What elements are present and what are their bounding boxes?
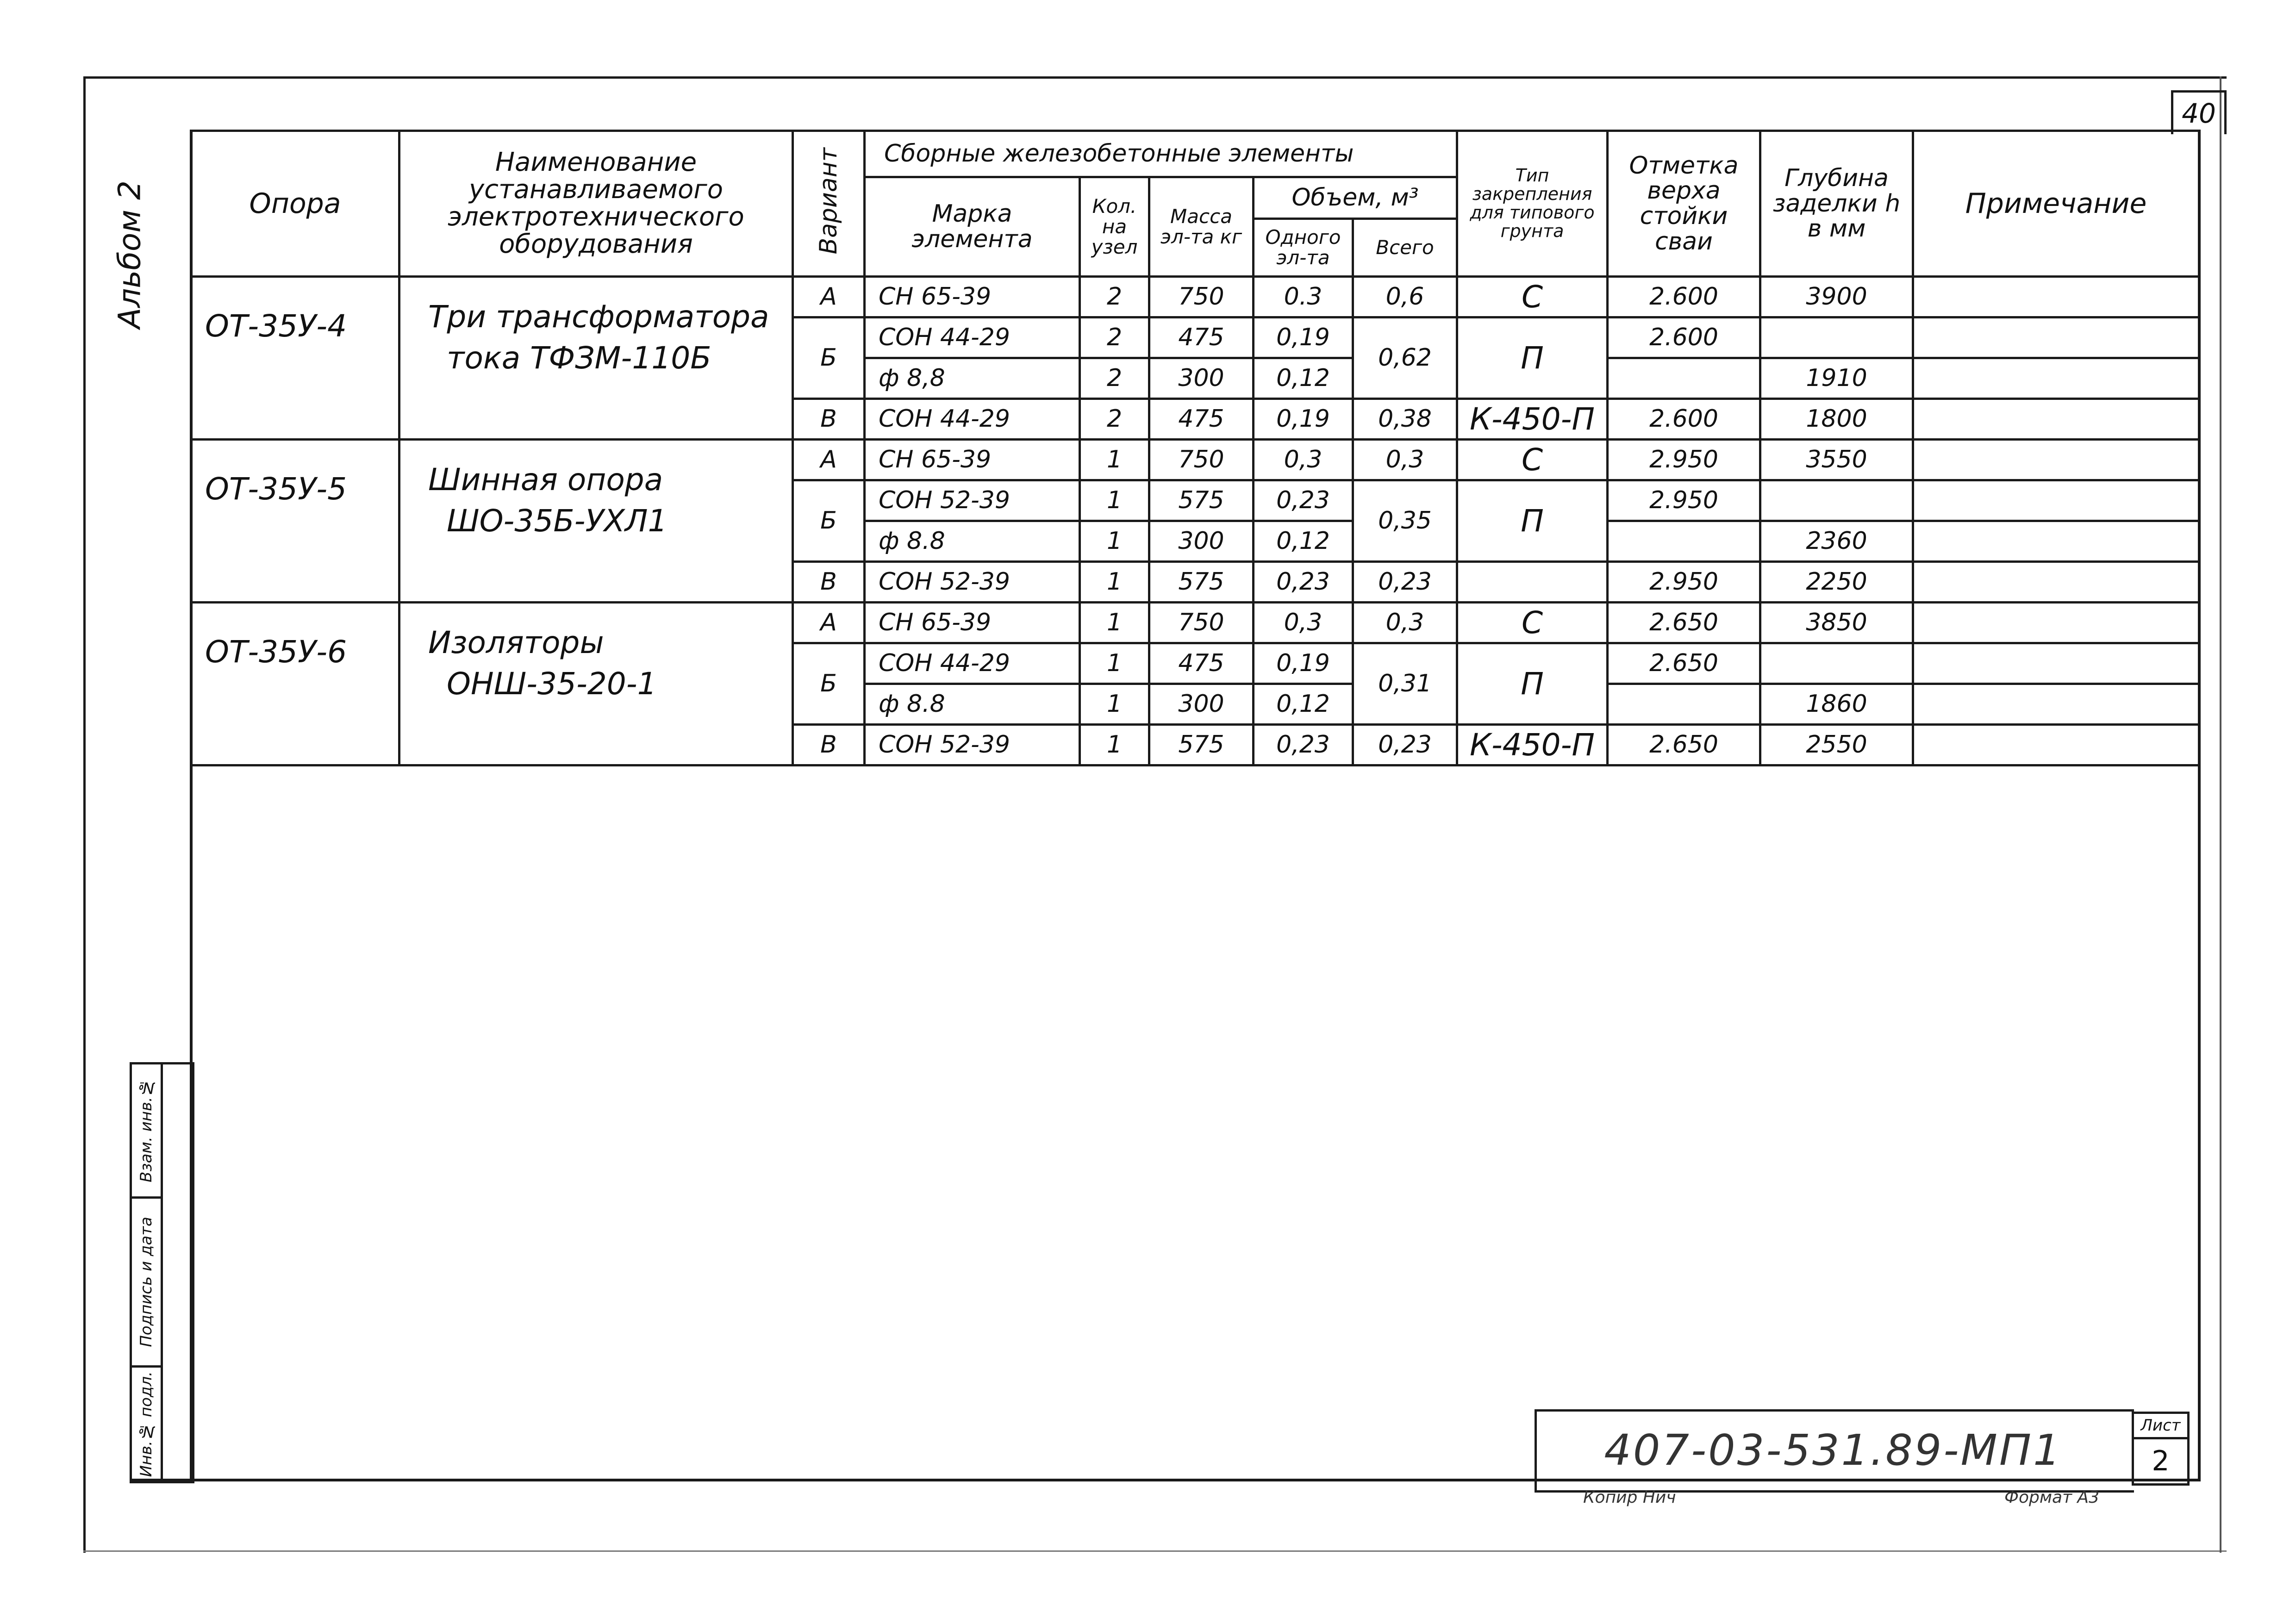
cell-primech: [1913, 358, 2199, 399]
cell-primech: [1913, 399, 2199, 440]
cell-glubina: 1910: [1760, 358, 1913, 399]
cell-odnogo: 0,23: [1254, 480, 1353, 521]
cell-marka: СН 65-39: [865, 277, 1080, 317]
frame-top: [83, 76, 2227, 79]
cell-primech: [1913, 725, 2199, 765]
cell-primech: [1913, 603, 2199, 643]
cell-odnogo: 0,19: [1254, 643, 1353, 684]
cell-odnogo: 0,3: [1254, 440, 1353, 480]
sheet-label: Лист: [2134, 1414, 2187, 1439]
album-label: Альбом 2: [112, 180, 148, 329]
cell-primech: [1913, 480, 2199, 521]
stamp-vzam: Взам. инв.№: [137, 1078, 156, 1182]
cell-glubina: 1800: [1760, 399, 1913, 440]
cell-variant: В: [793, 399, 865, 440]
cell-tip: П: [1457, 643, 1608, 725]
cell-massa: 750: [1149, 440, 1254, 480]
cell-variant: Б: [793, 317, 865, 399]
cell-otmetka: 2.600: [1608, 317, 1760, 358]
cell-glubina: 2550: [1760, 725, 1913, 765]
cell-kol: 1: [1080, 480, 1149, 521]
cell-otmetka: [1608, 684, 1760, 725]
col-odnogo: Одного эл-та: [1254, 219, 1353, 277]
equipment-line: Изоляторы: [428, 625, 604, 660]
cell-vsego: 0,38: [1353, 399, 1457, 440]
frame-bottom: [83, 1550, 2227, 1552]
cell-odnogo: 0.3: [1254, 277, 1353, 317]
cell-otmetka: 2.950: [1608, 440, 1760, 480]
cell-kol: 2: [1080, 399, 1149, 440]
cell-primech: [1913, 277, 2199, 317]
cell-tip: С: [1457, 603, 1608, 643]
cell-otmetka: 2.600: [1608, 399, 1760, 440]
cell-variant: В: [793, 562, 865, 603]
cell-glubina: 2250: [1760, 562, 1913, 603]
cell-marka: ф 8.8: [865, 684, 1080, 725]
cell-opora: ОТ-35У-4: [191, 277, 399, 440]
equipment-line: ОНШ-35-20-1: [447, 666, 657, 702]
cell-tip: П: [1457, 480, 1608, 562]
cell-vsego: 0,31: [1353, 643, 1457, 725]
cell-opora: ОТ-35У-5: [191, 440, 399, 603]
cell-vsego: 0,23: [1353, 725, 1457, 765]
cell-odnogo: 0,23: [1254, 725, 1353, 765]
cell-opora: ОТ-35У-6: [191, 603, 399, 765]
cell-odnogo: 0,12: [1254, 684, 1353, 725]
cell-massa: 300: [1149, 684, 1254, 725]
cell-marka: СОН 44-29: [865, 399, 1080, 440]
cell-otmetka: 2.650: [1608, 603, 1760, 643]
cell-vsego: 0,35: [1353, 480, 1457, 562]
col-primech: Примечание: [1913, 131, 2199, 277]
cell-glubina: 2360: [1760, 521, 1913, 562]
cell-odnogo: 0,19: [1254, 317, 1353, 358]
col-massa: Масса эл-та кг: [1149, 177, 1254, 277]
cell-glubina: [1760, 643, 1913, 684]
cell-marka: СН 65-39: [865, 603, 1080, 643]
cell-equipment: [399, 277, 793, 440]
cell-marka: СОН 52-39: [865, 725, 1080, 765]
cell-kol: 1: [1080, 725, 1149, 765]
cell-equipment: [399, 440, 793, 603]
col-marka: Марка элемента: [865, 177, 1080, 277]
cell-vsego: 0,3: [1353, 603, 1457, 643]
cell-otmetka: [1608, 358, 1760, 399]
cell-primech: [1913, 684, 2199, 725]
side-stamp: [130, 1062, 194, 1483]
cell-kol: 1: [1080, 643, 1149, 684]
cell-glubina: 3850: [1760, 603, 1913, 643]
col-glubina: Глубина заделки h в мм: [1760, 131, 1913, 277]
cell-otmetka: 2.650: [1608, 643, 1760, 684]
equipment-line: ШО-35Б-УХЛ1: [447, 503, 668, 539]
sheet-box: [2132, 1412, 2190, 1486]
table-row: [191, 440, 2199, 480]
cell-kol: 2: [1080, 358, 1149, 399]
col-naim: Наименование устанавливаемого электротехнического оборудования: [399, 131, 793, 277]
cell-kol: 2: [1080, 317, 1149, 358]
cell-kol: 1: [1080, 603, 1149, 643]
equipment-line: Шинная опора: [428, 462, 663, 498]
cell-glubina: 3900: [1760, 277, 1913, 317]
format-note: Формат А3: [2004, 1488, 2100, 1507]
equipment-line: тока ТФЗМ-110Б: [447, 340, 711, 376]
empty-area: [191, 765, 2199, 766]
cell-massa: 575: [1149, 480, 1254, 521]
cell-tip: С: [1457, 277, 1608, 317]
cell-primech: [1913, 562, 2199, 603]
col-opora: Опора: [191, 131, 399, 277]
cell-variant: А: [793, 603, 865, 643]
cell-odnogo: 0,19: [1254, 399, 1353, 440]
cell-tip: С: [1457, 440, 1608, 480]
table-row: [191, 603, 2199, 643]
cell-massa: 750: [1149, 603, 1254, 643]
cell-marka: СОН 44-29: [865, 643, 1080, 684]
cell-kol: 1: [1080, 684, 1149, 725]
stamp-inv-podl: Инв.№ подл.: [137, 1371, 156, 1477]
cell-tip: К-450-П: [1457, 725, 1608, 765]
cell-odnogo: 0,12: [1254, 521, 1353, 562]
cell-glubina: 3550: [1760, 440, 1913, 480]
cell-otmetka: [1608, 521, 1760, 562]
cell-massa: 300: [1149, 521, 1254, 562]
cell-massa: 475: [1149, 317, 1254, 358]
col-obem: Объем, м³: [1254, 177, 1457, 219]
cell-vsego: 0,23: [1353, 562, 1457, 603]
cell-equipment: [399, 603, 793, 765]
cell-massa: 575: [1149, 725, 1254, 765]
cell-glubina: [1760, 317, 1913, 358]
cell-massa: 575: [1149, 562, 1254, 603]
table-row: [191, 277, 2199, 317]
cell-odnogo: 0,3: [1254, 603, 1353, 643]
cell-marka: ф 8,8: [865, 358, 1080, 399]
cell-vsego: 0,3: [1353, 440, 1457, 480]
cell-primech: [1913, 643, 2199, 684]
sheet-corner-number: 40: [2171, 90, 2227, 134]
frame-left: [83, 76, 86, 1553]
cell-tip: П: [1457, 317, 1608, 399]
cell-otmetka: 2.650: [1608, 725, 1760, 765]
cell-odnogo: 0,12: [1254, 358, 1353, 399]
cell-vsego: 0,62: [1353, 317, 1457, 399]
sheet-number: 2: [2152, 1445, 2170, 1477]
cell-massa: 475: [1149, 643, 1254, 684]
cell-primech: [1913, 317, 2199, 358]
frame-right-edge: [2220, 76, 2221, 1553]
cell-tip: [1457, 562, 1608, 603]
col-tip: Тип закрепления для типового грунта: [1457, 131, 1608, 277]
cell-tip: К-450-П: [1457, 399, 1608, 440]
cell-massa: 475: [1149, 399, 1254, 440]
cell-kol: 1: [1080, 440, 1149, 480]
col-vsego: Всего: [1353, 219, 1457, 277]
cell-massa: 750: [1149, 277, 1254, 317]
cell-variant: А: [793, 440, 865, 480]
cell-variant: Б: [793, 643, 865, 725]
cell-odnogo: 0,23: [1254, 562, 1353, 603]
cell-otmetka: 2.950: [1608, 480, 1760, 521]
cell-variant: Б: [793, 480, 865, 562]
cell-marka: СОН 44-29: [865, 317, 1080, 358]
cell-glubina: [1760, 480, 1913, 521]
cell-variant: В: [793, 725, 865, 765]
col-otmetka: Отметка верха стойки сваи: [1608, 131, 1760, 277]
table-body: [191, 277, 2199, 766]
col-group: Сборные железобетонные элементы: [865, 131, 1457, 177]
cell-primech: [1913, 440, 2199, 480]
document-code: 407-03-531.89-МП1: [1604, 1425, 2062, 1475]
cell-otmetka: 2.950: [1608, 562, 1760, 603]
copied-note: Копир Нич: [1583, 1488, 1676, 1507]
cell-kol: 1: [1080, 562, 1149, 603]
col-kol: Кол. на узел: [1080, 177, 1149, 277]
cell-marka: СОН 52-39: [865, 480, 1080, 521]
col-variant: Вариант: [793, 131, 865, 277]
cell-kol: 2: [1080, 277, 1149, 317]
cell-marka: СН 65-39: [865, 440, 1080, 480]
cell-variant: А: [793, 277, 865, 317]
cell-primech: [1913, 521, 2199, 562]
specification-table: [190, 130, 2200, 766]
stamp-podpis: Подпись и дата: [137, 1217, 156, 1347]
cell-otmetka: 2.600: [1608, 277, 1760, 317]
cell-kol: 1: [1080, 521, 1149, 562]
cell-marka: ф 8.8: [865, 521, 1080, 562]
cell-vsego: 0,6: [1353, 277, 1457, 317]
cell-glubina: 1860: [1760, 684, 1913, 725]
cell-marka: СОН 52-39: [865, 562, 1080, 603]
equipment-line: Три трансформатора: [428, 299, 769, 335]
cell-massa: 300: [1149, 358, 1254, 399]
